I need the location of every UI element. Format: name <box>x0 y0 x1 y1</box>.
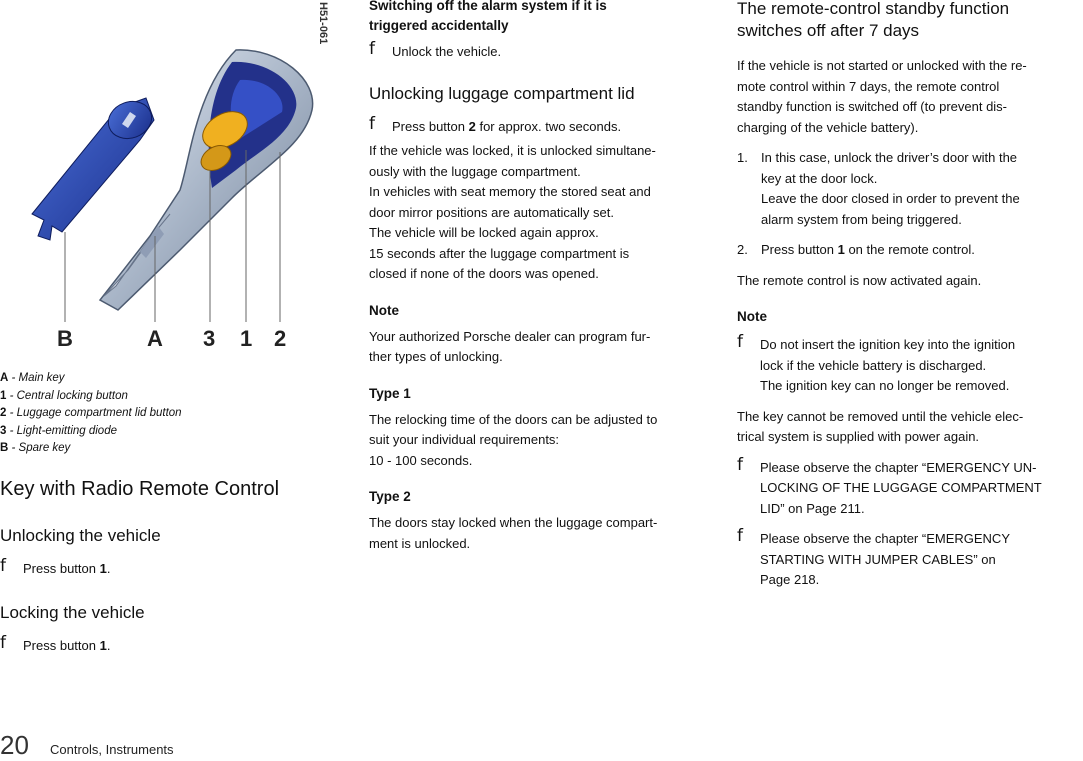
callout-2: 2 <box>274 326 287 351</box>
unlocking-instruction: f Press button 1. <box>0 556 111 576</box>
section-footer: Controls, Instruments <box>50 742 174 757</box>
emergency-unlock-ref: f Please observe the chapter “EMERGENCY UN- LOCKING OF THE LUGGAGE COMPARTMENT LID” on Page 211. <box>737 454 1042 516</box>
figure-code: H51-061 <box>317 2 329 45</box>
key-removal-text: The key cannot be removed until the vehicle elec- trical system is supplied with power again. <box>737 408 1024 444</box>
bullet-icon: f <box>369 39 375 59</box>
alarm-heading: Switching off the alarm system if it is triggered accidentally <box>369 0 607 33</box>
callout-1: 1 <box>240 326 253 351</box>
bullet-icon: f <box>737 454 743 475</box>
luggage-instruction: f Press button 2 for approx. two seconds. <box>369 113 622 134</box>
type1-text: The relocking time of the doors can be adjusted to suit your individual requirements: 10 - 100 seconds. <box>369 411 658 468</box>
type1-heading: Type 1 <box>369 385 411 401</box>
note-heading-2: Note <box>737 309 767 324</box>
activated-text: The remote control is now activated again. <box>737 272 982 288</box>
alarm-instruction: f Unlock the vehicle. <box>369 39 502 59</box>
main-key-shape <box>100 50 313 310</box>
step-2: 2. Press button 1 on the remote control. <box>737 242 975 257</box>
step-1: 1. In this case, unlock the driver’s door with the key at the door lock. Leave the door closed in order to prevent the alarm system from being triggered. <box>737 150 1020 227</box>
right-column <box>737 0 1082 591</box>
spare-key-shape <box>32 96 157 240</box>
page-number: 20 <box>0 730 29 760</box>
note-heading: Note <box>369 302 399 318</box>
emergency-start-ref: f Please observe the chapter “EMERGENCY STARTING WITH JUMPER CABLES” on Page 218. <box>737 526 1010 587</box>
legend-item: B - Spare key <box>0 442 71 454</box>
unlocking-heading: Unlocking the vehicle <box>0 526 161 545</box>
callout-b: B <box>57 326 73 351</box>
bullet-icon: f <box>0 632 6 653</box>
remote-key-icon <box>0 0 342 350</box>
legend-item: 3 - Light-emitting diode <box>0 424 117 437</box>
luggage-description: If the vehicle was locked, it is unlocked simultane- ously with the luggage compartment. In vehicles with seat memory the stored seat and door mirror positions are automatically set. The vehicle will be locked again approx. 15 seconds after the luggage compartment is closed if none of the doors was opened. <box>369 143 656 281</box>
bullet-icon: f <box>0 556 6 576</box>
standby-heading: The remote-control standby function switches off after 7 days <box>737 0 1010 40</box>
legend-item: 1 - Central locking button <box>0 389 128 402</box>
bullet-icon: f <box>737 526 743 546</box>
bullet-icon: f <box>737 332 743 352</box>
luggage-heading: Unlocking luggage compartment lid <box>369 83 635 103</box>
type2-text: The doors stay locked when the luggage compart- ment is unlocked. <box>369 515 658 551</box>
bullet-icon: f <box>369 113 375 134</box>
figure-legend <box>0 370 182 458</box>
note-text: Your authorized Porsche dealer can program fur- ther types of unlocking. <box>369 328 651 364</box>
callout-3: 3 <box>203 326 216 351</box>
locking-heading: Locking the vehicle <box>0 602 145 622</box>
standby-intro: If the vehicle is not started or unlocked with the re- mote control within 7 days, the remote control standby function is switched off (to prevent dis- charging of the vehicle battery). <box>737 58 1027 135</box>
key-illustration <box>0 0 342 350</box>
legend-item: A - Main key <box>0 372 65 384</box>
middle-column <box>369 0 714 554</box>
legend-item: 2 - Luggage compartment lid button <box>0 407 182 419</box>
callout-a: A <box>147 326 163 351</box>
locking-instruction: f Press button 1. <box>0 632 111 653</box>
section-title: Key with Radio Remote Control <box>0 478 280 500</box>
note-instruction: f Do not insert the ignition key into the ignition lock if the vehicle battery is discharged. The ignition key can no longer be removed. <box>737 332 1016 393</box>
type2-heading: Type 2 <box>369 489 411 504</box>
